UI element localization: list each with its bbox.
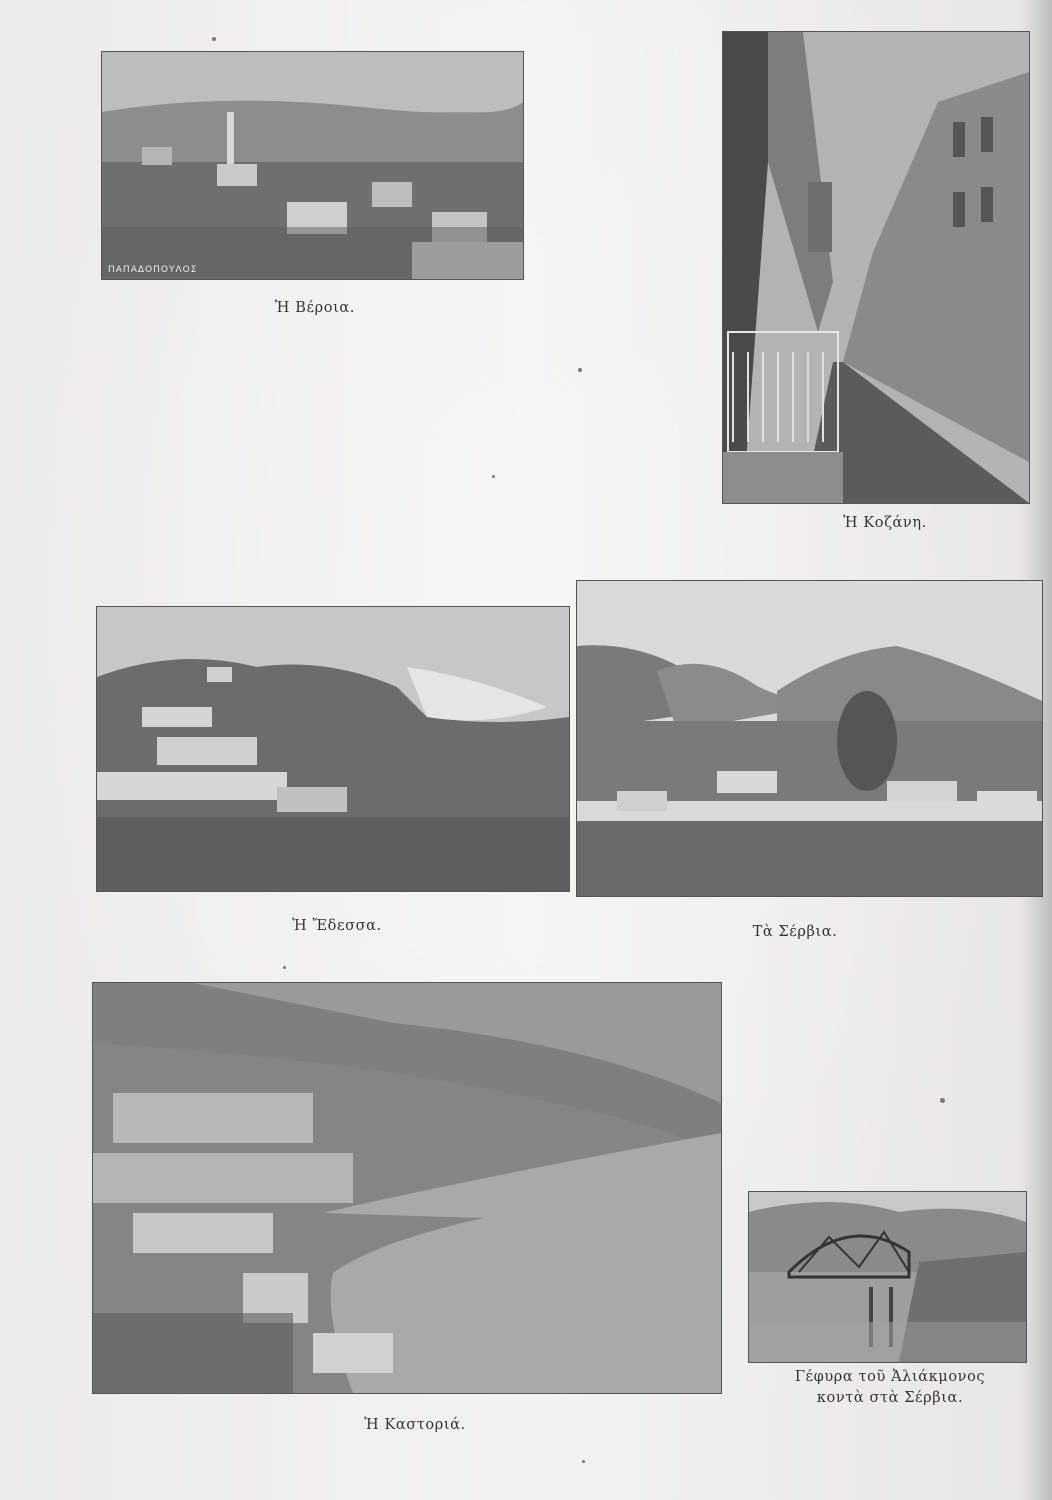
bridge-image <box>749 1192 1026 1362</box>
photo-kozani <box>722 31 1030 504</box>
paper-speck <box>582 1460 585 1463</box>
kastoria-image <box>93 983 721 1393</box>
caption-bridge-line1: Γέφυρα τοῦ Ἀλιάκμονος <box>794 1369 986 1385</box>
photographer-stamp: ΠΑΠΑΔΟΠΟΥΛΟΣ <box>108 265 198 275</box>
caption-bridge-line2: κοντὰ στὰ Σέρβια. <box>816 1390 964 1406</box>
paper-speck <box>940 1098 945 1103</box>
paper-speck <box>283 966 286 969</box>
paper-speck <box>492 475 495 478</box>
photo-bridge <box>748 1191 1027 1363</box>
caption-edessa: Ἡ Ἔδεσσα. <box>292 918 382 934</box>
paper-speck <box>212 37 216 41</box>
photo-veroia <box>101 51 524 280</box>
servia-image <box>577 581 1042 896</box>
veroia-image <box>102 52 523 279</box>
caption-servia: Τὰ Σέρβια. <box>752 924 838 940</box>
kozani-image <box>723 32 1029 503</box>
caption-kastoria: Ἡ Καστοριά. <box>364 1417 466 1433</box>
caption-kozani: Ἡ Κοζάνη. <box>843 515 927 531</box>
photo-servia <box>576 580 1043 897</box>
photo-kastoria <box>92 982 722 1394</box>
caption-veroia: Ἡ Βέροια. <box>275 300 355 316</box>
photo-edessa <box>96 606 570 892</box>
edessa-image <box>97 607 569 891</box>
caption-bridge <box>740 1367 1040 1409</box>
paper-speck <box>578 368 582 372</box>
